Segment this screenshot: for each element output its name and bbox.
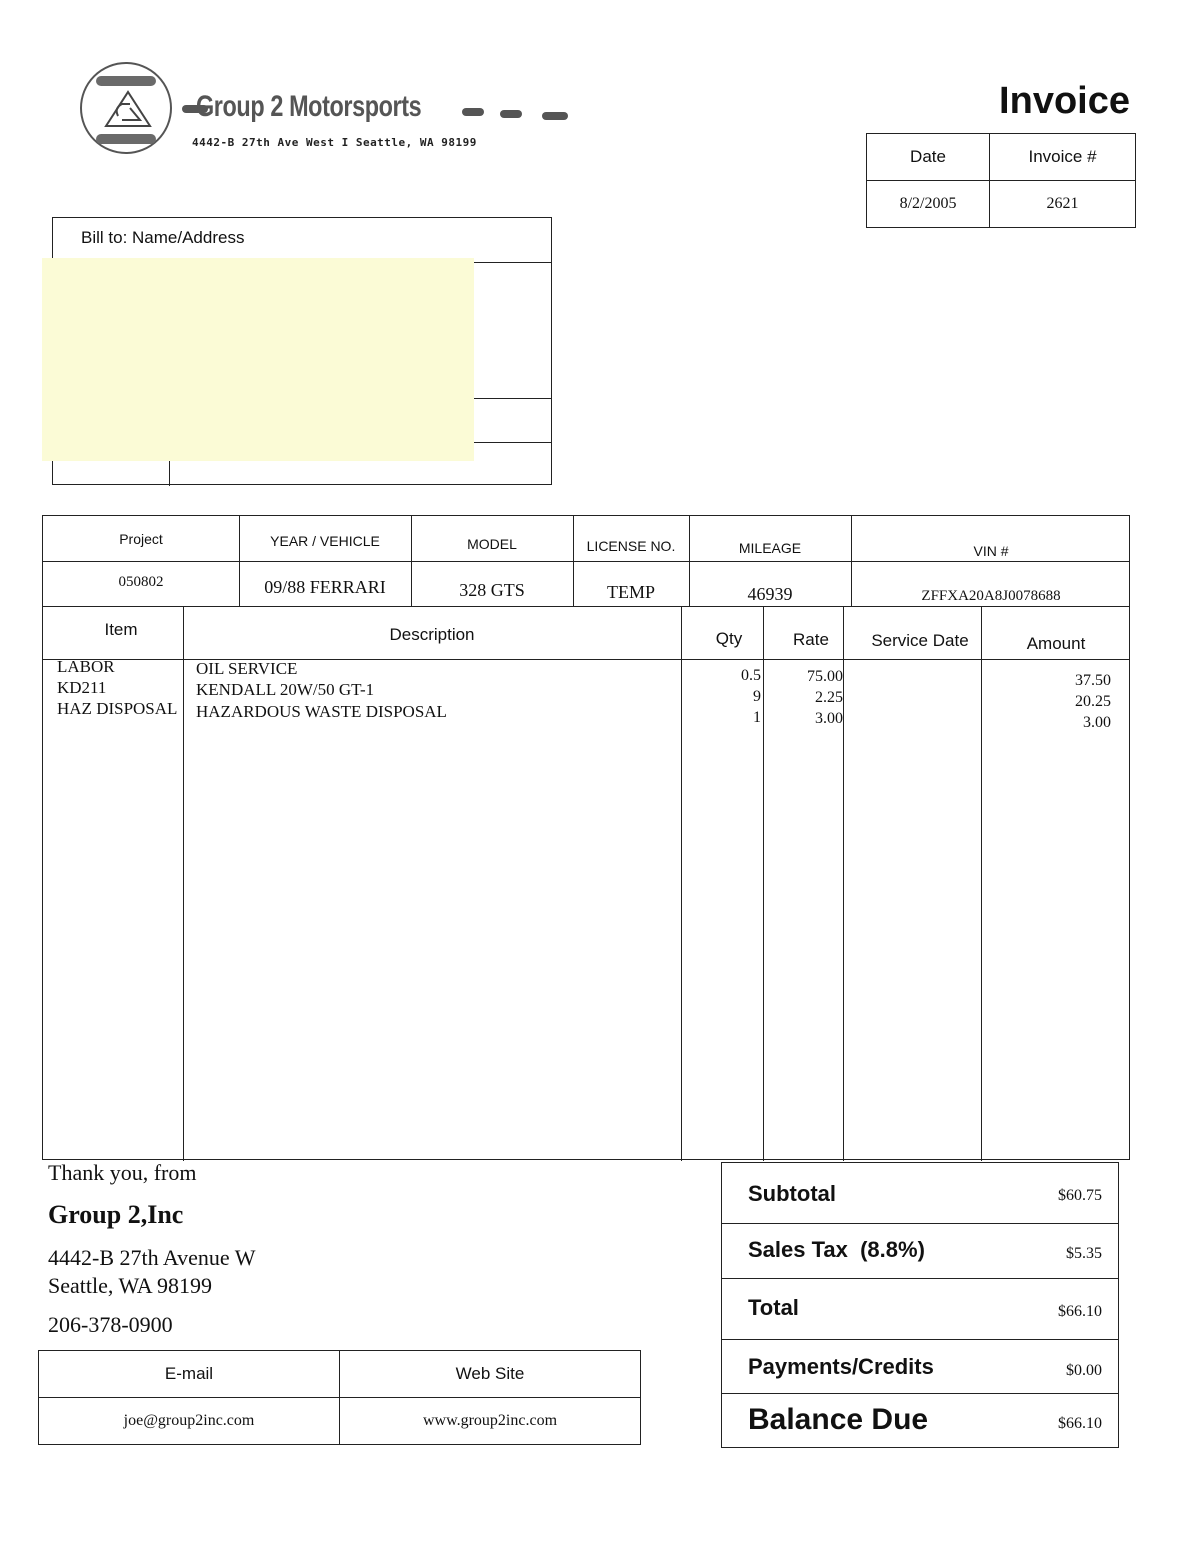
invoice-date: 8/2/2005 <box>867 181 990 228</box>
totals-divider <box>722 1278 1118 1279</box>
table-row-rate: 2.25 <box>815 689 843 706</box>
total-value: $66.10 <box>1058 1303 1102 1320</box>
web-label: Web Site <box>340 1351 641 1398</box>
company-logo <box>80 62 172 154</box>
redacted-address <box>42 258 474 461</box>
logo-dash <box>542 112 568 120</box>
sales-tax-value: $5.35 <box>1066 1245 1102 1262</box>
table-row-amount: 37.50 <box>1075 672 1111 689</box>
col-divider <box>763 606 764 1161</box>
header-rate: Rate <box>793 630 829 649</box>
header-model: MODEL <box>467 536 517 552</box>
col-divider <box>843 606 844 1161</box>
row-divider <box>43 561 1129 562</box>
col-divider <box>981 606 982 1161</box>
header-qty: Qty <box>715 629 743 648</box>
invoice-title: Invoice <box>999 80 1130 122</box>
totals-divider <box>722 1339 1118 1340</box>
table-row-description: KENDALL 20W/50 GT-1 <box>196 680 375 699</box>
invoice-main-table <box>42 515 1130 1160</box>
thank-you-text: Thank you, from <box>48 1160 197 1185</box>
logo-band-bottom <box>96 134 156 144</box>
web-value[interactable]: www.group2inc.com <box>340 1398 641 1445</box>
table-row-description: OIL SERVICE <box>196 659 298 678</box>
footer-address-line1: 4442-B 27th Avenue W <box>48 1245 256 1270</box>
table-row-item: LABOR <box>57 657 115 676</box>
contact-table <box>38 1350 641 1445</box>
email-value[interactable]: joe@group2inc.com <box>39 1398 340 1445</box>
model: 328 GTS <box>459 580 525 600</box>
header-description: Description <box>389 625 475 644</box>
col-divider <box>183 606 184 1161</box>
mileage: 46939 <box>747 584 793 604</box>
email-label: E-mail <box>39 1351 340 1398</box>
invoice-number: 2621 <box>990 181 1136 228</box>
header-amount: Amount <box>1026 634 1086 653</box>
header-mileage: MILEAGE <box>738 540 802 556</box>
logo-band-top <box>96 76 156 86</box>
table-row-rate: 3.00 <box>815 710 843 727</box>
footer-company-name: Group 2,Inc <box>48 1200 184 1229</box>
totals-divider <box>722 1223 1118 1224</box>
totals-box <box>721 1162 1119 1448</box>
payments-label: Payments/Credits <box>748 1354 934 1379</box>
license-no: TEMP <box>606 582 655 602</box>
balance-due-label: Balance Due <box>748 1403 929 1436</box>
date-label: Date <box>867 134 990 181</box>
header-license: LICENSE NO. <box>586 538 676 554</box>
balance-due-value: $66.10 <box>1058 1415 1102 1432</box>
table-row-description: HAZARDOUS WASTE DISPOSAL <box>196 702 447 721</box>
table-row-qty: 1 <box>753 709 761 726</box>
header-service-date: Service Date <box>871 631 969 650</box>
company-name: Group 2 Motorsports <box>196 90 422 123</box>
table-row-qty: 0.5 <box>741 667 761 684</box>
table-row-item: HAZ DISPOSAL <box>57 699 178 718</box>
header-item: Item <box>104 620 138 639</box>
footer-phone: 206-378-0900 <box>48 1312 173 1337</box>
vin: ZFFXA20A8J0078688 <box>921 588 1061 604</box>
logo-dash <box>500 110 522 118</box>
table-row-amount: 3.00 <box>1083 714 1111 731</box>
logo-dash <box>462 108 484 116</box>
subtotal-value: $60.75 <box>1058 1187 1102 1204</box>
company-address: 4442-B 27th Ave West I Seattle, WA 98199 <box>192 136 477 149</box>
invoice-meta-table <box>866 133 1136 228</box>
footer-address <box>48 1244 256 1300</box>
header-project: Project <box>119 531 163 547</box>
project-number: 050802 <box>118 574 164 590</box>
row-divider <box>43 606 1129 607</box>
total-label: Total <box>748 1295 799 1320</box>
col-divider <box>681 606 682 1161</box>
footer-address-line2: Seattle, WA 98199 <box>48 1273 212 1298</box>
totals-divider <box>722 1393 1118 1394</box>
subtotal-label: Subtotal <box>748 1181 836 1206</box>
sales-tax-label: Sales Tax (8.8%) <box>748 1237 925 1262</box>
invoice-number-label: Invoice # <box>990 134 1136 181</box>
logo-mark-icon <box>100 86 156 134</box>
year-vehicle: 09/88 FERRARI <box>264 577 386 597</box>
bill-to-label: Bill to: Name/Address <box>53 218 551 263</box>
table-row-rate: 75.00 <box>807 668 843 685</box>
payments-value: $0.00 <box>1066 1362 1102 1379</box>
header-year-vehicle: YEAR / VEHICLE <box>270 533 380 549</box>
header-vin: VIN # <box>973 543 1009 559</box>
table-row-qty: 9 <box>753 688 761 705</box>
table-row-item: KD211 <box>57 678 107 697</box>
table-row-amount: 20.25 <box>1075 693 1111 710</box>
